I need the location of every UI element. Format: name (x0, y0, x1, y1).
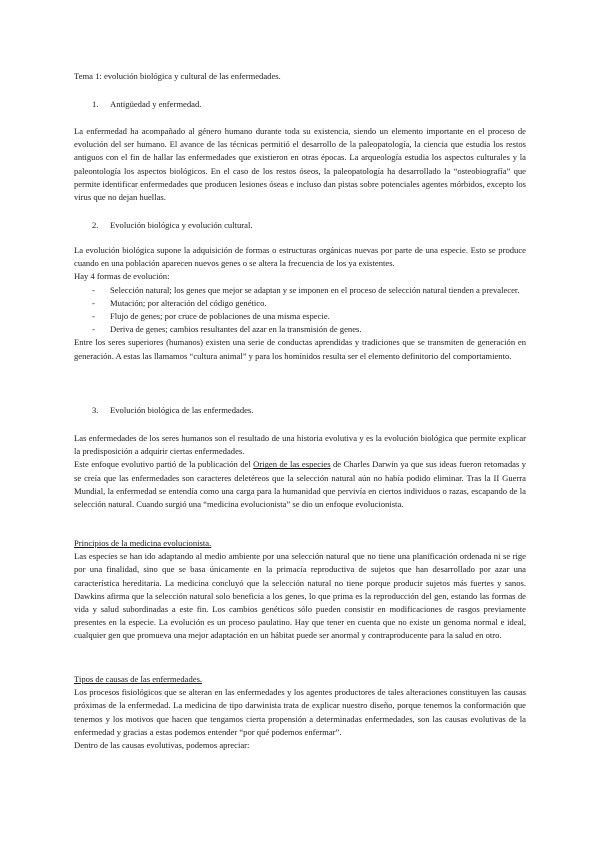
evolution-form-item: - Mutación; por alteración del código genético. (74, 297, 526, 310)
paragraph-2-after: de Charles Darwin ya que sus ideas fueron retomadas y se creía que las enfermedades son caracteres deletéreos que la selección natural aún no había podido eliminar. Tras la II Guerra Mundial, la enfermedad se entendía como una carga para la humanidad que pervivía en ciertos individuos o razas, escapando de la selección natural. Cuando surgió una “medicina evolucionista” se dio un enfoque evolucionista. (74, 459, 526, 510)
section-1-body (74, 125, 526, 204)
document-title: Tema 1: evolución biológica y cultural de las enfermedades. (74, 71, 281, 81)
section-2-body (74, 244, 526, 363)
section-2-title: Evolución biológica y evolución cultural. (110, 220, 253, 230)
subsection-principles (74, 537, 526, 643)
section-1-heading (92, 98, 201, 111)
section-3-paragraph-2 (74, 458, 526, 511)
section-3-body (74, 432, 526, 511)
section-1-paragraph: La enfermedad ha acompañado al género humano durante toda su existencia, siendo un elemento importante en el proceso de evolución del ser humano. El avance de las técnicas permitió el desarrollo de la paleopatología, la ciencia que estudia los restos antiguos con el fin de hallar las enfermedades que existieron en otras épocas. La arqueología estudia los aspectos culturales y la paleontología los aspectos biológicos. En el caso de los restos óseos, la paleopatología ha desarrollado la “osteobiografía” que permite identificar enfermedades que producen lesiones óseas e incluso dan pistas sobre potenciales agentes mórbidos, excepto los virus que no dejan huellas. (74, 126, 526, 203)
paragraph-2-before: Este enfoque evolutivo partió de la publicación del (74, 459, 254, 470)
section-2-heading (92, 219, 252, 232)
evolution-forms-list (74, 284, 526, 337)
principles-heading: Principios de la medicina evolucionista. (74, 538, 212, 548)
causes-last-line: Dentro de las causas evolutivas, podemos apreciar: (74, 740, 250, 751)
subsection-causes (74, 673, 526, 752)
evolution-form-item: - Flujo de genes; por cruce de poblaciones de una misma especie. (74, 310, 526, 323)
causes-heading: Tipos de causas de las enfermedades. (74, 674, 203, 684)
section-3-title: Evolución biológica de las enfermedades. (110, 405, 254, 415)
evolution-forms-lead: Hay 4 formas de evolución: (74, 271, 170, 282)
section-1-title: Antigüedad y enfermedad. (110, 99, 202, 109)
causes-paragraph: Los procesos fisiológicos que se alteran en las enfermedades y los agentes productores de tales alteraciones constituyen las causas próximas de la enfermedad. La medicina de tipo darwinista trata de explicar nuestro diseño, porque tenemos la conformación que tenemos y los motivos que hacen que tengamos cierta propensión a determinadas enfermedades, son las causas evolutivas de la enfermedad y gracias a estas podemos entender “por qué podemos enfermar”. (74, 687, 526, 737)
evolution-form-item: - Selección natural; los genes que mejor se adaptan y se imponen en el proceso de selección natural tienden a prevalecer. (74, 284, 526, 297)
principles-paragraph: Las especies se han ido adaptando al medio ambiente por una selección natural que no tiene una planificación ordenada ni se rige por una finalidad, sino que se basa únicamente en la primacía reproductiva de sujetos que han desarrollado por azar una característica hereditaria. La medicina concluyó que la selección natural no tiene porque producir sujetos más fuertes y sanos. Dawkins afirma que la selección natural solo beneficia a los genes, lo que prima es la reproducción del gen, estando las formas de vida y salud subordinadas a este fin. Los cambios genéticos sólo pueden consistir en modificaciones de rasgos previamente presentes en la especie. La evolución es un proceso paulatino. Hay que tener en cuenta que no existe un genoma normal e ideal, cualquier gen que promueva una mejor adaptación en un hábitat puede ser anormal y contraproducente para la salud en otro. (74, 551, 526, 641)
section-1-number: 1. (92, 99, 99, 109)
section-3-number: 3. (92, 405, 99, 415)
section-3-heading (92, 404, 253, 417)
origin-of-species-title: Origen de las especies (253, 459, 331, 470)
section-2-closing: Entre los seres superiores (humanos) existen una serie de conductas aprendidas y tradiciones que se transmiten de generación en generación. A estas las llamamos “cultura animal” y para los homínidos resulta ser el elemento definitorio del comportamiento. (74, 337, 526, 361)
section-2-intro: La evolución biológica supone la adquisición de formas o estructuras orgánicas nuevas por parte de una especie. Esto se produce cuando en una población aparecen nuevos genes o se altera la frecuencia de los ya existentes. (74, 245, 526, 269)
section-3-paragraph-1: Las enfermedades de los seres humanos son el resultado de una historia evolutiva y es la evolución biológica que permite explicar la predisposición a adquirir ciertas enfermedades. (74, 433, 526, 457)
section-2-number: 2. (92, 220, 99, 230)
evolution-form-item: - Deriva de genes; cambios resultantes del azar en la transmisión de genes. (74, 323, 526, 336)
